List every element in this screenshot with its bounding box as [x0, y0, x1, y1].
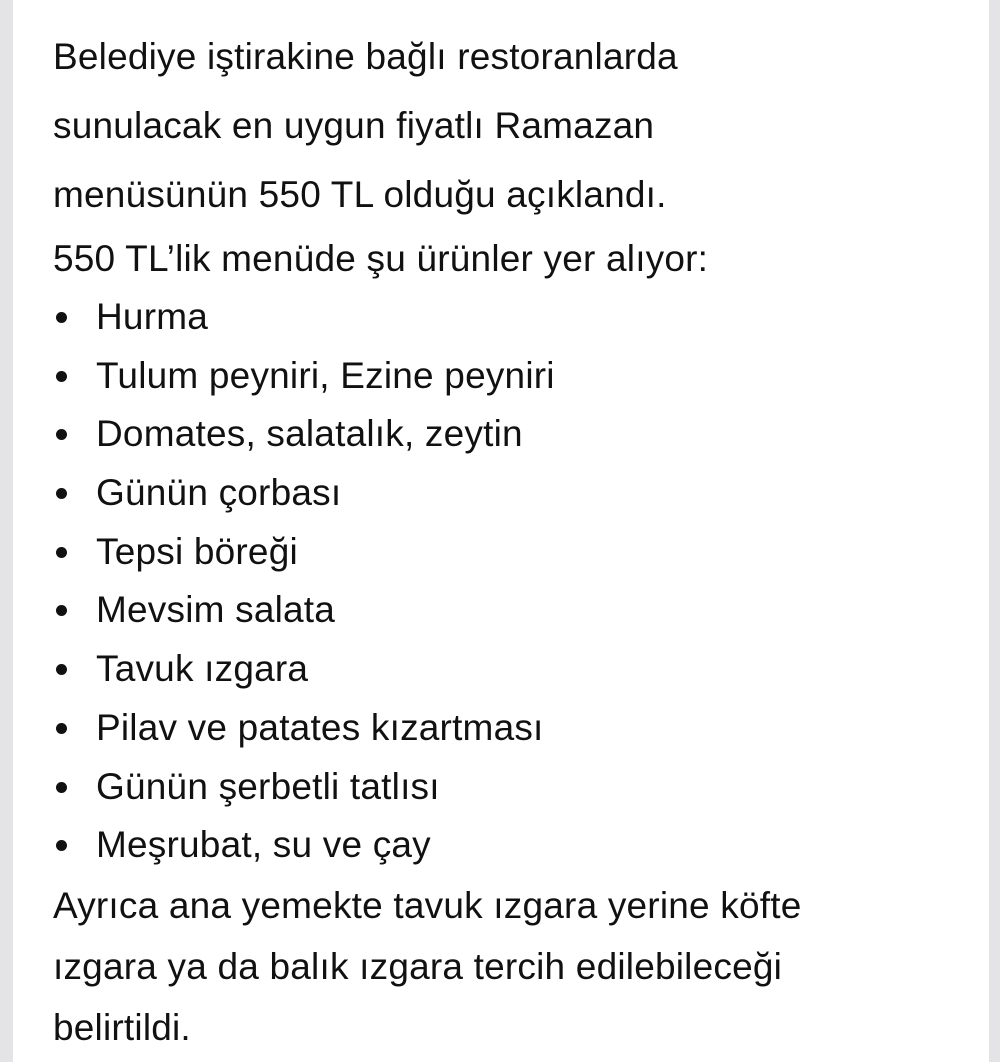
list-item: [53, 640, 973, 699]
left-border: [0, 0, 13, 1062]
list-item-label: Mevsim salata: [96, 589, 336, 631]
right-border: [989, 0, 1000, 1062]
bullet-icon: [56, 371, 67, 382]
bullet-icon: [56, 782, 67, 793]
intro-line: sunulacak en uygun fiyatlı Ramazan: [53, 105, 655, 146]
bullet-icon: [56, 605, 67, 616]
intro-line: menüsünün 550 TL olduğu açıklandı.: [53, 174, 667, 215]
list-item: [53, 816, 973, 875]
list-item: [53, 288, 973, 347]
list-item: [53, 581, 973, 640]
menu-list: [53, 288, 973, 875]
list-item: [53, 699, 973, 758]
bullet-icon: [56, 664, 67, 675]
bullet-icon: [56, 488, 67, 499]
list-item-label: Tepsi böreği: [96, 530, 298, 572]
list-item-label: Domates, salatalık, zeytin: [96, 413, 523, 455]
list-item-label: Günün çorbası: [96, 472, 342, 514]
list-item-label: Hurma: [96, 296, 209, 337]
list-item: [53, 758, 973, 817]
list-item-label: Meşrubat, su ve çay: [96, 824, 431, 866]
bullet-icon: [56, 312, 67, 323]
closing-line: Ayrıca ana yemekte tavuk ızgara yerine köfte: [53, 884, 802, 926]
intro-line: Belediye iştirakine bağlı restoranlarda: [53, 36, 678, 77]
list-item: [53, 347, 973, 406]
bullet-icon: [56, 840, 67, 851]
closing-paragraph: [53, 875, 973, 1058]
list-item-label: Tulum peyniri, Ezine peyniri: [96, 354, 555, 396]
list-item-label: Günün şerbetli tatlısı: [96, 765, 440, 807]
list-item-label: Pilav ve patates kızartması: [96, 706, 544, 748]
bullet-icon: [56, 547, 67, 558]
bullet-icon: [56, 723, 67, 734]
list-item: [53, 405, 973, 464]
list-heading: 550 TL’lik menüde şu ürünler yer alıyor:: [53, 238, 709, 279]
intro-paragraph: [53, 22, 973, 229]
article-body: [53, 22, 973, 1058]
list-item: [53, 464, 973, 523]
list-item: [53, 523, 973, 582]
closing-line: ızgara ya da balık ızgara tercih edilebileceği: [53, 945, 783, 987]
bullet-icon: [56, 429, 67, 440]
list-item-label: Tavuk ızgara: [96, 648, 309, 690]
closing-line: belirtildi.: [53, 1006, 191, 1048]
